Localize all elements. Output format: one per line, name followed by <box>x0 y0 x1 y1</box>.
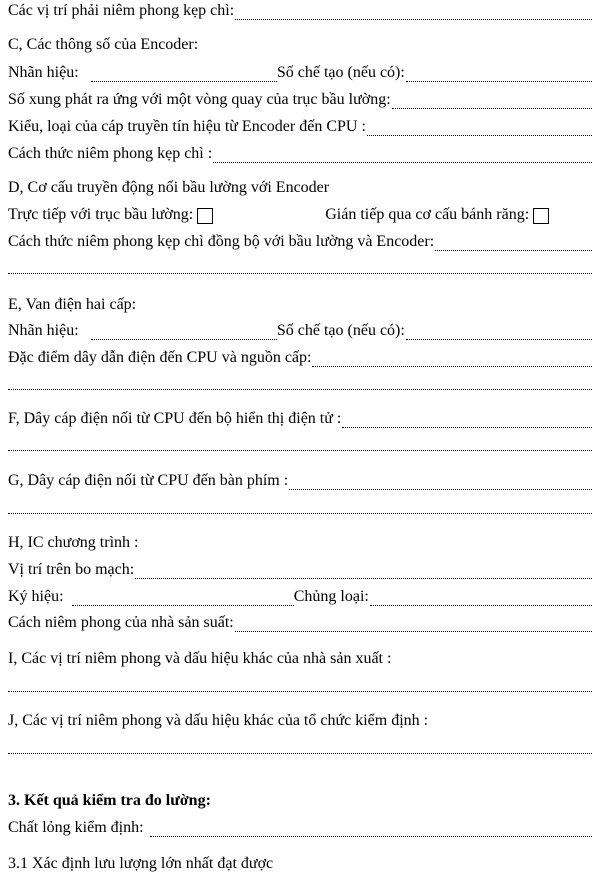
encoder-brand-label: Nhãn hiệu: <box>8 64 79 81</box>
ic-type-label: Chủng loại: <box>293 588 369 605</box>
keyboard-cable-label: G, Dây cáp điện nối từ CPU đến bàn phím : <box>8 472 289 489</box>
maker-marks-row-2 <box>8 677 592 692</box>
liquid-label: Chất lỏng kiểm định: <box>8 819 144 836</box>
ic-heading-row <box>8 534 592 552</box>
maker-marks-field[interactable] <box>8 677 592 692</box>
ic-type-field[interactable] <box>370 591 592 606</box>
valve-heading-row <box>8 296 592 314</box>
seal-positions-label: Các vị trí phải niêm phong kẹp chì: <box>8 2 235 19</box>
drive-sync-label: Cách thức niêm phong kẹp chì đồng bộ với bầu lường và Encoder: <box>8 233 435 250</box>
display-cable-row-2 <box>8 436 592 451</box>
maker-marks-row <box>8 650 592 668</box>
valve-serial-field[interactable] <box>406 325 592 340</box>
encoder-seal-label: Cách thức niêm phong kẹp chì : <box>8 145 213 162</box>
ic-maker-seal-field[interactable] <box>235 617 592 632</box>
drive-sync-row-2 <box>8 259 592 274</box>
drive-sync-field[interactable] <box>435 236 592 251</box>
seal-positions-field[interactable] <box>235 5 592 20</box>
drive-options-row <box>8 206 592 224</box>
encoder-cable-row <box>8 118 592 136</box>
ic-maker-seal-label: Cách niêm phong của nhà sản suất: <box>8 614 234 631</box>
encoder-heading: C, Các thông số của Encoder: <box>8 36 199 53</box>
drive-heading-row <box>8 179 592 197</box>
valve-wire-row <box>8 349 592 367</box>
inspector-marks-row-2 <box>8 739 592 754</box>
ic-maker-seal-row <box>8 614 592 632</box>
valve-wire-field[interactable] <box>312 352 592 367</box>
encoder-brand-field[interactable] <box>91 67 277 82</box>
maker-marks-label: I, Các vị trí niêm phong và dấu hiệu khác của nhà sản xuất : <box>8 650 392 667</box>
valve-brand-field[interactable] <box>91 325 277 340</box>
indirect-checkbox[interactable] <box>533 208 549 224</box>
results-heading-row <box>8 792 592 810</box>
encoder-serial-label: Số chế tạo (nếu có): <box>276 64 405 81</box>
encoder-pulses-label: Số xung phát ra ứng với một vòng quay của trục bầu lường: <box>8 91 391 108</box>
drive-sync-row <box>8 233 592 251</box>
valve-wire-row-2 <box>8 375 592 390</box>
encoder-seal-row <box>8 145 592 163</box>
direct-checkbox[interactable] <box>197 208 213 224</box>
keyboard-cable-row-2 <box>8 499 592 514</box>
inspector-marks-field[interactable] <box>8 739 592 754</box>
encoder-seal-field[interactable] <box>213 148 592 163</box>
encoder-heading-row <box>8 36 592 54</box>
valve-wire-label: Đặc điểm dây dẫn điện đến CPU và nguồn cấp: <box>8 349 312 366</box>
ic-position-row <box>8 561 592 579</box>
drive-sync-field-2[interactable] <box>8 259 592 274</box>
results-heading: 3. Kết quả kiểm tra đo lường: <box>8 792 211 809</box>
valve-heading: E, Van điện hai cấp: <box>8 296 137 313</box>
display-cable-field[interactable] <box>342 413 592 428</box>
keyboard-cable-field-2[interactable] <box>8 499 592 514</box>
ic-symbol-label: Ký hiệu: <box>8 588 64 605</box>
encoder-pulses-field[interactable] <box>392 94 592 109</box>
valve-brand-label: Nhãn hiệu: <box>8 322 79 339</box>
ic-position-field[interactable] <box>135 564 592 579</box>
encoder-brand-row <box>8 64 592 82</box>
inspector-marks-label: J, Các vị trí niêm phong và dấu hiệu khác của tổ chức kiểm định : <box>8 712 429 729</box>
max-flow-label: 3.1 Xác định lưu lượng lớn nhất đạt được <box>8 855 274 872</box>
display-cable-label: F, Dây cáp điện nối từ CPU đến bộ hiển thị điện tử : <box>8 410 342 427</box>
liquid-field[interactable] <box>150 822 592 837</box>
ic-position-label: Vị trí trên bo mạch: <box>8 561 135 578</box>
inspector-marks-row <box>8 712 592 730</box>
encoder-pulses-row <box>8 91 592 109</box>
ic-symbol-row <box>8 588 592 606</box>
keyboard-cable-row <box>8 472 592 490</box>
display-cable-field-2[interactable] <box>8 436 592 451</box>
max-flow-row <box>8 855 592 873</box>
direct-label: Trực tiếp với trục bầu lường: <box>8 206 194 223</box>
encoder-serial-field[interactable] <box>406 67 592 82</box>
display-cable-row <box>8 410 592 428</box>
ic-heading: H, IC chương trình : <box>8 534 139 551</box>
encoder-cable-label: Kiểu, loại của cáp truyền tín hiệu từ Encoder đến CPU : <box>8 118 366 135</box>
valve-brand-row <box>8 322 592 340</box>
keyboard-cable-field[interactable] <box>289 475 592 490</box>
encoder-cable-field[interactable] <box>367 121 592 136</box>
seal-positions-row <box>8 2 592 20</box>
valve-wire-field-2[interactable] <box>8 375 592 390</box>
drive-heading: D, Cơ cấu truyền động nối bầu lường với Encoder <box>8 179 330 196</box>
valve-serial-label: Số chế tạo (nếu có): <box>276 322 405 339</box>
ic-symbol-field[interactable] <box>72 591 294 606</box>
indirect-label: Gián tiếp qua cơ cấu bánh răng: <box>325 206 530 223</box>
liquid-row <box>8 819 592 837</box>
